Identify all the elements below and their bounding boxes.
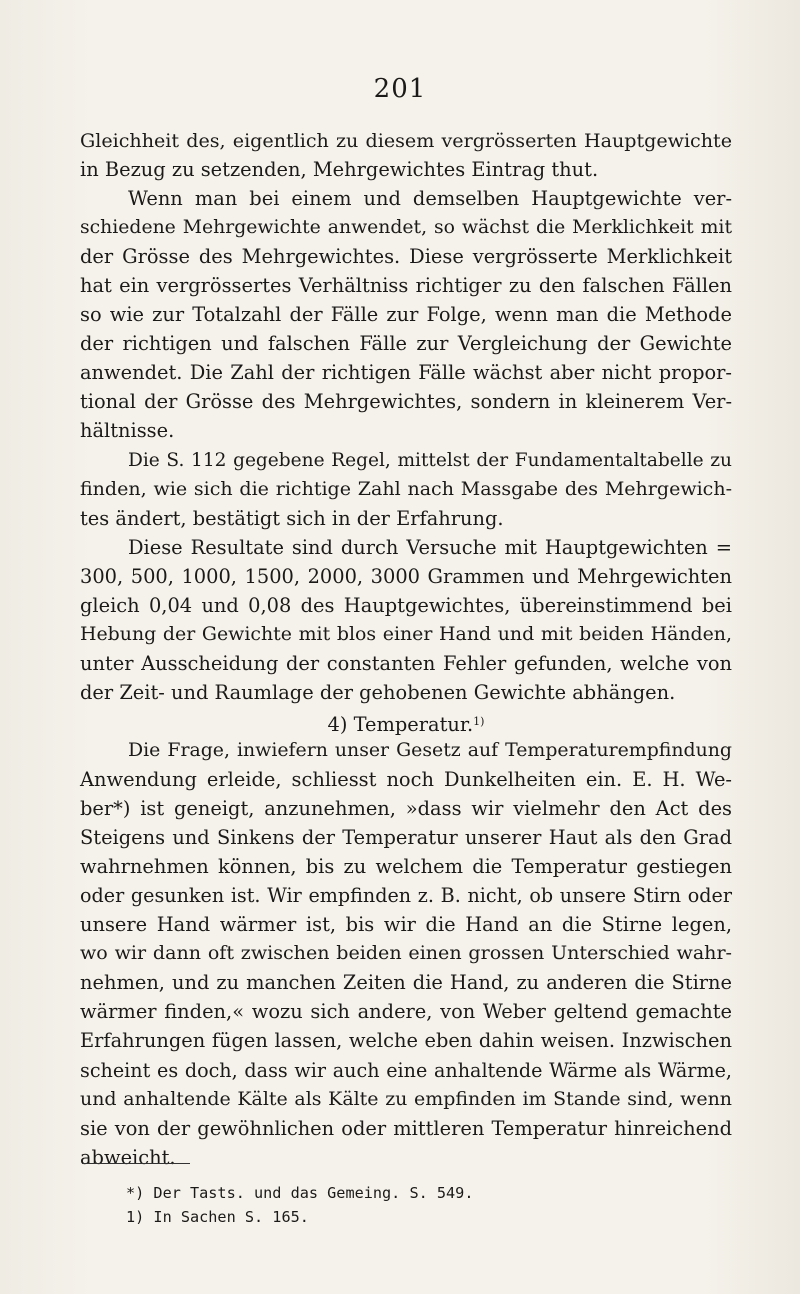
text-line: abweicht. (80, 1145, 176, 1169)
text-line: anwendet. Die Zahl der richtigen Fälle wächst aber nicht propor- (80, 361, 732, 385)
text-line: oder gesunken ist. Wir empfinden z. B. nicht, ob unsere Stirn oder (80, 884, 732, 908)
text-line: unter Ausscheidung der constanten Fehler gefunden, welche von (80, 651, 732, 675)
footnote: *) Der Tasts. und das Gemeing. S. 549. (126, 1184, 474, 1202)
text-line: Erfahrungen fügen lassen, welche eben dahin weisen. Inzwischen (80, 1029, 732, 1053)
text-line: der Grösse des Mehrgewichtes. Diese vergrösserte Merklichkeit (80, 245, 732, 269)
text-line: in Bezug zu setzenden, Mehrgewichtes Eintrag thut. (80, 158, 599, 182)
text-line: so wie zur Totalzahl der Fälle zur Folge, wenn man die Methode (80, 303, 732, 327)
text-line: nehmen, und zu manchen Zeiten die Hand, zu anderen die Stirne (80, 971, 732, 995)
text-line: wo wir dann oft zwischen beiden einen grossen Unterschied wahr- (80, 942, 732, 965)
text-line: Hebung der Gewichte mit blos einer Hand und mit beiden Händen, (80, 622, 732, 645)
section-heading (80, 707, 732, 736)
footnote-divider (82, 1163, 190, 1164)
text-line: der Zeit- und Raumlage der gehobenen Gewichte abhängen. (80, 680, 676, 704)
text-line: scheint es doch, dass wir auch eine anhaltende Wärme als Wärme, (80, 1058, 732, 1082)
text-line: tional der Grösse des Mehrgewichtes, sondern in kleinerem Ver- (80, 390, 732, 414)
section-heading-text: 4) Temperatur. (327, 712, 474, 736)
text-line: finden, wie sich die richtige Zahl nach Massgabe des Mehrgewich- (80, 477, 732, 500)
text-line: hat ein vergrössertes Verhältniss richtiger zu den falschen Fällen (80, 274, 732, 298)
text-line: schiedene Mehrgewichte anwendet, so wächst die Merklichkeit mit (80, 217, 732, 239)
text-line: tes ändert, bestätigt sich in der Erfahrung. (80, 506, 504, 530)
text-line: ber*) ist geneigt, anzunehmen, »dass wir vielmehr den Act des (80, 797, 732, 821)
text-line: 300, 500, 1000, 1500, 2000, 3000 Grammen und Mehrgewichten (80, 564, 732, 588)
text-line: sie von der gewöhnlichen oder mittleren Temperatur hinreichend (80, 1116, 732, 1140)
text-line: und anhaltende Kälte als Kälte zu empfinden im Stande sind, wenn (80, 1087, 732, 1110)
text-line: Wenn man bei einem und demselben Hauptgewichte ver- (128, 187, 732, 211)
text-line: Steigens und Sinkens der Temperatur unserer Haut als den Grad (80, 826, 732, 850)
footnotes (126, 1181, 473, 1229)
text-line: Diese Resultate sind durch Versuche mit Hauptgewichten = (128, 535, 732, 559)
text-line: hältnisse. (80, 419, 175, 443)
text-line: Anwendung erleide, schliesst noch Dunkelheiten ein. E. H. We- (80, 768, 732, 792)
text-line: gleich 0,04 und 0,08 des Hauptgewichtes, übereinstimmend bei (80, 593, 732, 617)
text-line: der richtigen und falschen Fälle zur Vergleichung der Gewichte (80, 332, 732, 356)
body-text (80, 126, 732, 1172)
text-line: Gleichheit des, eigentlich zu diesem vergrösserten Hauptgewichte (80, 129, 732, 152)
text-line: Die S. 112 gegebene Regel, mittelst der Fundamentaltabelle zu (128, 449, 732, 471)
text-line: Die Frage, inwiefern unser Gesetz auf Temperaturempfindung (128, 738, 732, 761)
text-line: wahrnehmen können, bis zu welchem die Temperatur gestiegen (80, 855, 732, 879)
text-line: unsere Hand wärmer ist, bis wir die Hand an die Stirne legen, (80, 913, 732, 937)
footnote: 1) In Sachen S. 165. (126, 1208, 309, 1226)
text-line: wärmer finden,« wozu sich andere, von Weber geltend gemachte (80, 1000, 732, 1024)
heading-footnote-marker: 1) (473, 714, 485, 728)
page-number: 201 (373, 74, 427, 104)
